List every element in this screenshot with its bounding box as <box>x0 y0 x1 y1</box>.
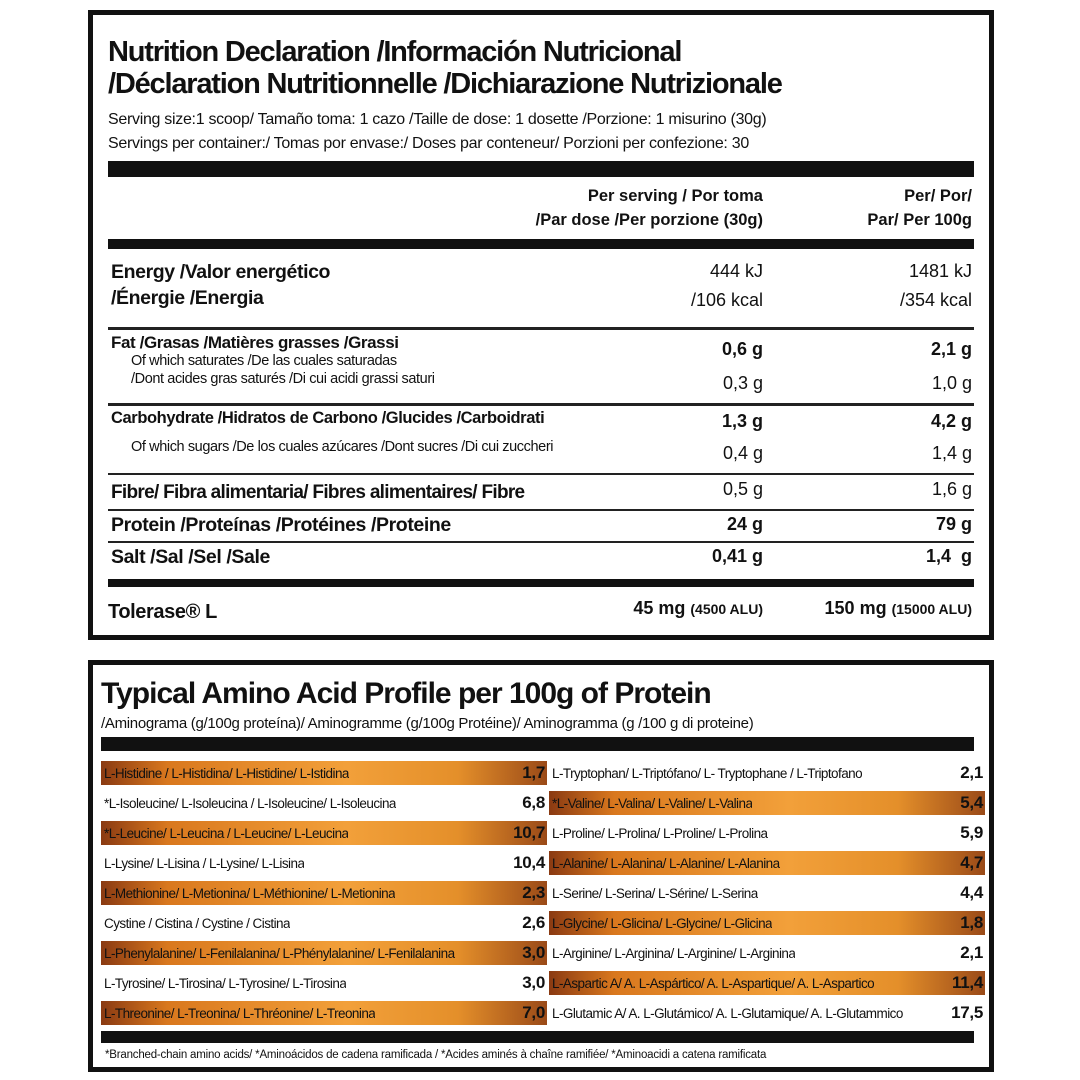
amino-row-left <box>101 971 547 995</box>
amino-header-bar <box>101 737 974 751</box>
col-header-100g-line2: Par/ Per 100g <box>867 211 972 229</box>
amino-acid-name: L-Glycine/ L-Glicina/ L-Glycine/ L-Glicina <box>552 915 772 931</box>
tolerase-100g-alu: (15000 ALU) <box>891 601 972 617</box>
amino-acid-value: 3,0 <box>522 973 545 992</box>
tolerase-100g-value <box>825 598 972 619</box>
protein-100g-value: 79 g <box>935 514 972 534</box>
divider <box>108 541 974 543</box>
amino-acid-name: L-Serine/ L-Serina/ L-Sérine/ L-Serina <box>552 885 758 901</box>
sugars-label: Of which sugars /De los cuales azúcares /Dont sucres /Di cui zuccheri <box>131 439 554 455</box>
amino-acid-name: L-Histidine / L-Histidina/ L-Histidine/ L-Istidina <box>104 765 349 781</box>
amino-row-right <box>549 911 985 935</box>
amino-acid-value: 10,4 <box>513 853 545 872</box>
energy-100g-kcal: /354 kcal <box>899 290 972 310</box>
energy-label-line2: /Énergie /Energia <box>111 287 264 309</box>
amino-row-right <box>549 761 985 785</box>
amino-footer-bar <box>101 1031 974 1043</box>
carbohydrate-serving-value: 1,3 g <box>721 411 763 431</box>
amino-row-right <box>549 971 985 995</box>
amino-acid-value: 10,7 <box>513 823 545 842</box>
sugars-100g-value: 1,4 g <box>931 443 972 463</box>
amino-acid-value: 4,7 <box>960 853 983 872</box>
amino-acid-name: Cystine / Cistina / Cystine / Cistina <box>104 915 290 931</box>
divider <box>108 327 974 330</box>
amino-acid-name: L-Methionine/ L-Metionina/ L-Méthionine/ L-Metionina <box>104 885 396 901</box>
fibre-label: Fibre/ Fibra alimentaria/ Fibres alimentaires/ Fibre <box>111 482 525 503</box>
nutrition-title-line1: Nutrition Declaration /Información Nutricional <box>108 36 682 68</box>
amino-acid-name: L-Tryptophan/ L-Triptófano/ L- Tryptophane / L-Triptofano <box>552 765 863 781</box>
amino-row-right <box>549 1001 985 1025</box>
amino-row-right <box>549 821 985 845</box>
salt-serving-value: 0,41 g <box>711 546 763 566</box>
tolerase-serving-alu: (4500 ALU) <box>690 601 763 617</box>
divider <box>108 473 974 475</box>
saturates-label-line2: /Dont acides gras saturés /Di cui acidi grassi saturi <box>131 371 435 387</box>
amino-acid-name: *L-Valine/ L-Valina/ L-Valine/ L-Valina <box>552 795 753 811</box>
amino-acid-name: L-Glutamic A/ A. L-Glutámico/ A. L-Glutamique/ A. L-Glutammico <box>552 1005 903 1021</box>
nutrition-title-line2: /Déclaration Nutritionnelle /Dichiarazione Nutrizionale <box>108 68 782 100</box>
amino-acid-profile-panel <box>88 660 994 1072</box>
header-divider-bar <box>108 161 974 177</box>
fibre-serving-value: 0,5 g <box>722 479 763 499</box>
amino-acid-value: 17,5 <box>951 1003 983 1022</box>
amino-row-left <box>101 821 547 845</box>
energy-100g-kj: 1481 kJ <box>908 261 972 281</box>
saturates-100g-value: 1,0 g <box>931 373 972 393</box>
amino-acid-name: L-Phenylalanine/ L-Fenilalanina/ L-Phénylalanine/ L-Fenilalanina <box>104 945 455 961</box>
nutrition-declaration-panel <box>88 10 994 640</box>
fat-serving-value: 0,6 g <box>721 339 763 359</box>
amino-row-left <box>101 911 547 935</box>
amino-acid-name: L-Alanine/ L-Alanina/ L-Alanine/ L-Alanina <box>552 855 780 871</box>
carbohydrate-100g-value: 4,2 g <box>930 411 972 431</box>
sugars-serving-value: 0,4 g <box>722 443 763 463</box>
serving-size-text: Serving size:1 scoop/ Tamaño toma: 1 cazo /Taille de dose: 1 dosette /Porzione: 1 misurino (30g) <box>108 111 767 128</box>
bcaa-footnote: *Branched-chain amino acids/ *Aminoácidos de cadena ramificada / *Acides aminés à chaîne ramifiée/ *Aminoacidi a catena ramificata <box>105 1049 767 1061</box>
divider <box>108 403 974 406</box>
amino-row-left <box>101 791 547 815</box>
amino-acid-name: L-Lysine/ L-Lisina / L-Lysine/ L-Lisina <box>104 855 305 871</box>
protein-label: Protein /Proteínas /Protéines /Proteine <box>111 514 451 536</box>
protein-serving-value: 24 g <box>726 514 763 534</box>
amino-row-left <box>101 881 547 905</box>
amino-acid-value: 1,7 <box>522 763 545 782</box>
amino-acid-value: 3,0 <box>522 943 545 962</box>
amino-acid-value: 2,3 <box>522 883 545 902</box>
tolerase-100g-mg: 150 mg <box>824 598 887 618</box>
footer-divider-bar <box>108 579 974 587</box>
fat-100g-value: 2,1 g <box>930 339 972 359</box>
salt-label: Salt /Sal /Sel /Sale <box>111 546 270 568</box>
servings-per-container-text: Servings per container:/ Tomas por envase:/ Doses par conteneur/ Porzioni per confezione: 30 <box>108 135 749 152</box>
amino-acid-value: 2,6 <box>522 913 545 932</box>
divider <box>108 509 974 511</box>
amino-acid-name: L-Tyrosine/ L-Tirosina/ L-Tyrosine/ L-Tirosina <box>104 975 347 991</box>
energy-serving-kj: 444 kJ <box>709 261 763 281</box>
amino-acid-name: L-Arginine/ L-Arginina/ L-Arginine/ L-Arginina <box>552 945 796 961</box>
energy-label-line1: Energy /Valor energético <box>111 261 331 283</box>
amino-acid-value: 7,0 <box>522 1003 545 1022</box>
amino-row-left <box>101 1001 547 1025</box>
fibre-100g-value: 1,6 g <box>931 479 972 499</box>
amino-acid-name: L-Proline/ L-Prolina/ L-Proline/ L-Prolina <box>552 825 768 841</box>
saturates-serving-value: 0,3 g <box>722 373 763 393</box>
col-header-100g-line1: Per/ Por/ <box>904 187 972 205</box>
saturates-label-line1: Of which saturates /De las cuales saturadas <box>131 353 397 369</box>
amino-acid-value: 11,4 <box>952 973 983 992</box>
amino-row-left <box>101 851 547 875</box>
amino-subtitle: /Aminograma (g/100g proteína)/ Aminogramme (g/100g Protéine)/ Aminogramma (g /100 g di proteine) <box>101 715 754 732</box>
tolerase-label: Tolerase® L <box>108 601 217 623</box>
carbohydrate-label: Carbohydrate /Hidratos de Carbono /Glucides /Carboidrati <box>111 409 545 427</box>
tolerase-serving-mg: 45 mg <box>633 598 686 618</box>
amino-acid-name: *L-Isoleucine/ L-Isoleucina / L-Isoleucine/ L-Isoleucina <box>104 795 396 811</box>
amino-acid-value: 6,8 <box>522 793 545 812</box>
col-header-serving-line2: /Par dose /Per porzione (30g) <box>535 211 763 229</box>
amino-row-right <box>549 881 985 905</box>
amino-acid-value: 2,1 <box>960 943 983 962</box>
amino-row-left <box>101 941 547 965</box>
amino-row-right <box>549 851 985 875</box>
amino-row-right <box>549 791 985 815</box>
col-header-serving-line1: Per serving / Por toma <box>587 187 763 205</box>
amino-acid-value: 1,8 <box>960 913 983 932</box>
amino-acid-name: L-Threonine/ L-Treonina/ L-Thréonine/ L-Treonina <box>104 1005 376 1021</box>
amino-title: Typical Amino Acid Profile per 100g of Protein <box>101 677 711 710</box>
tolerase-serving-value <box>633 598 763 619</box>
amino-acid-value: 2,1 <box>960 763 983 782</box>
amino-acid-value: 4,4 <box>960 883 983 902</box>
salt-100g-value: 1,4 g <box>925 546 972 566</box>
amino-acid-name: *L-Leucine/ L-Leucina / L-Leucine/ L-Leucina <box>104 825 349 841</box>
column-divider-bar <box>108 239 974 249</box>
amino-acid-value: 5,4 <box>960 793 983 812</box>
fat-label: Fat /Grasas /Matières grasses /Grassi <box>111 333 399 352</box>
amino-acid-name: L-Aspartic A/ A. L-Aspártico/ A. L-Aspartique/ A. L-Aspartico <box>552 975 875 991</box>
amino-row-right <box>549 941 985 965</box>
energy-serving-kcal: /106 kcal <box>690 290 763 310</box>
amino-row-left <box>101 761 547 785</box>
amino-acid-value: 5,9 <box>960 823 983 842</box>
